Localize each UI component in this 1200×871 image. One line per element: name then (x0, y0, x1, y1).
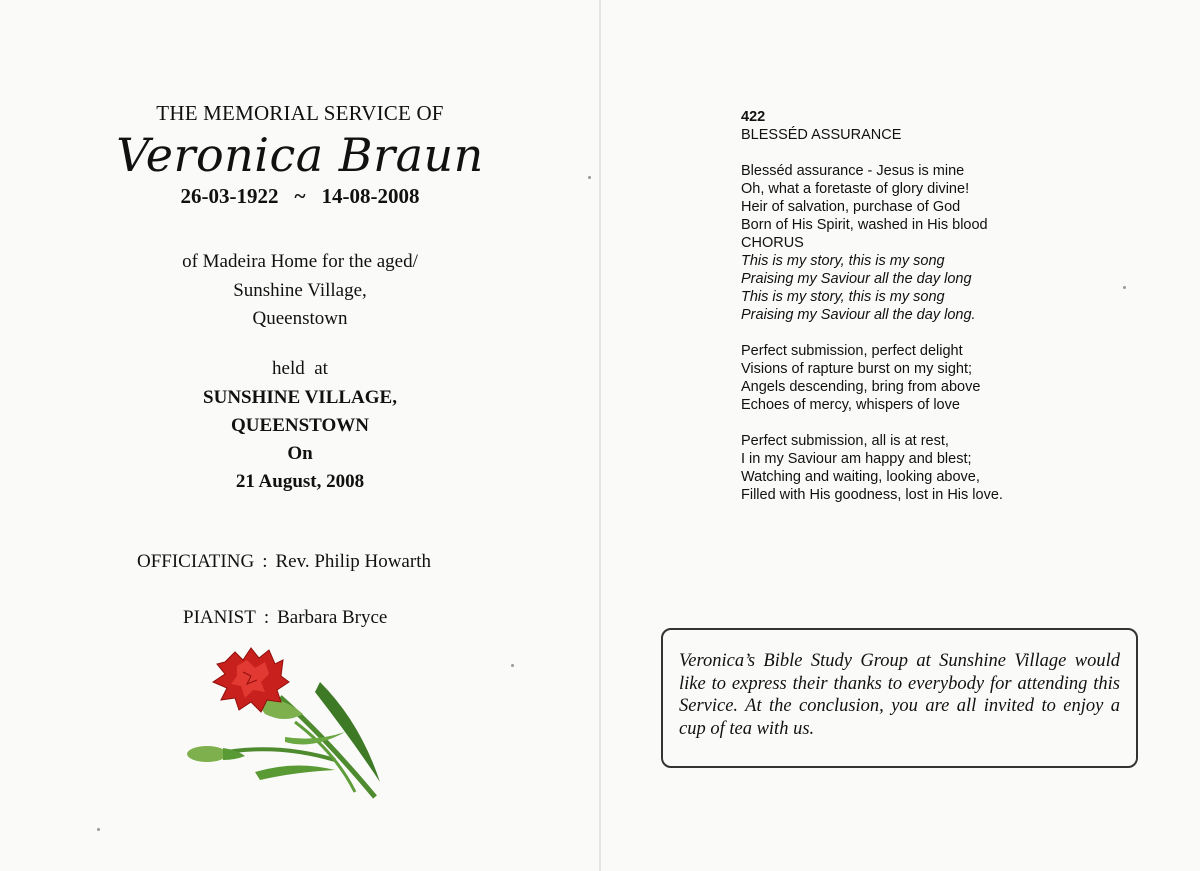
death-date: 14-08-2008 (321, 184, 420, 208)
chorus-label: CHORUS (741, 235, 804, 251)
hymn-title: BLESSÉD ASSURANCE (741, 127, 902, 143)
residence (0, 248, 600, 334)
verse-line: Perfect submission, perfect delight (741, 343, 963, 359)
verse-line: Echoes of mercy, whispers of love (741, 397, 960, 413)
chorus-line: This is my story, this is my song (741, 253, 945, 269)
chorus-line: Praising my Saviour all the day long (741, 271, 972, 287)
residence-line: of Madeira Home for the aged/ (182, 251, 418, 272)
verse-line: Watching and waiting, looking above, (741, 469, 980, 485)
carnation-icon (185, 642, 390, 802)
service-date: 21 August, 2008 (235, 471, 365, 492)
venue (0, 384, 600, 496)
date-separator: ~ (294, 184, 306, 208)
verse-line: Angels descending, bring from above (741, 379, 981, 395)
verse-3 (741, 432, 1003, 504)
chorus-line: Praising my Saviour all the day long. (741, 307, 976, 323)
role-separator: : (263, 607, 270, 628)
verse-line: Filled with His goodness, lost in His love. (741, 487, 1003, 503)
service-heading: THE MEMORIAL SERVICE OF (156, 101, 444, 125)
birth-date: 26-03-1922 (180, 184, 279, 208)
held-label: held at (272, 358, 328, 379)
residence-line: Queenstown (252, 308, 348, 329)
pianist-name: Barbara Bryce (277, 607, 388, 628)
verse-line: Heir of salvation, purchase of God (741, 199, 961, 215)
venue-line: SUNSHINE VILLAGE, (203, 387, 397, 408)
paper-speck (97, 828, 100, 831)
hymn (741, 108, 1003, 504)
verse-line: Oh, what a foretaste of glory divine! (741, 181, 970, 197)
paper-speck (511, 664, 514, 667)
chorus-line: This is my story, this is my song (741, 289, 945, 305)
officiating-label: OFFICIATING (137, 551, 255, 572)
paper-speck (1123, 286, 1126, 289)
verse-line: I in my Saviour am happy and blest; (741, 451, 972, 467)
venue-line: QUEENSTOWN (231, 415, 369, 436)
venue-line: On (287, 443, 313, 464)
officiating-name: Rev. Philip Howarth (275, 551, 431, 572)
thank-you-notice: Veronica’s Bible Study Group at Sunshine Village would like to express their thanks to everybody for attending this Service. At the conclusion, you are all invited to enjoy a cup of tea with us. (661, 628, 1138, 768)
verse-line: Visions of rapture burst on my sight; (741, 361, 973, 377)
residence-line: Sunshine Village, (233, 279, 367, 301)
deceased-name: Veronica Braun (116, 128, 484, 182)
verse-line: Born of His Spirit, washed in His blood (741, 217, 988, 233)
life-dates (0, 184, 600, 209)
verse-1 (741, 162, 1003, 324)
verse-2 (741, 342, 1003, 414)
pianist-label: PIANIST (183, 607, 256, 628)
pianist-row (183, 607, 387, 629)
verse-line: Perfect submission, all is at rest, (741, 433, 949, 449)
hymn-number: 422 (741, 109, 766, 125)
officiating-row (137, 551, 431, 573)
role-separator: : (262, 551, 268, 572)
verse-line: Blesséd assurance - Jesus is mine (741, 163, 965, 179)
